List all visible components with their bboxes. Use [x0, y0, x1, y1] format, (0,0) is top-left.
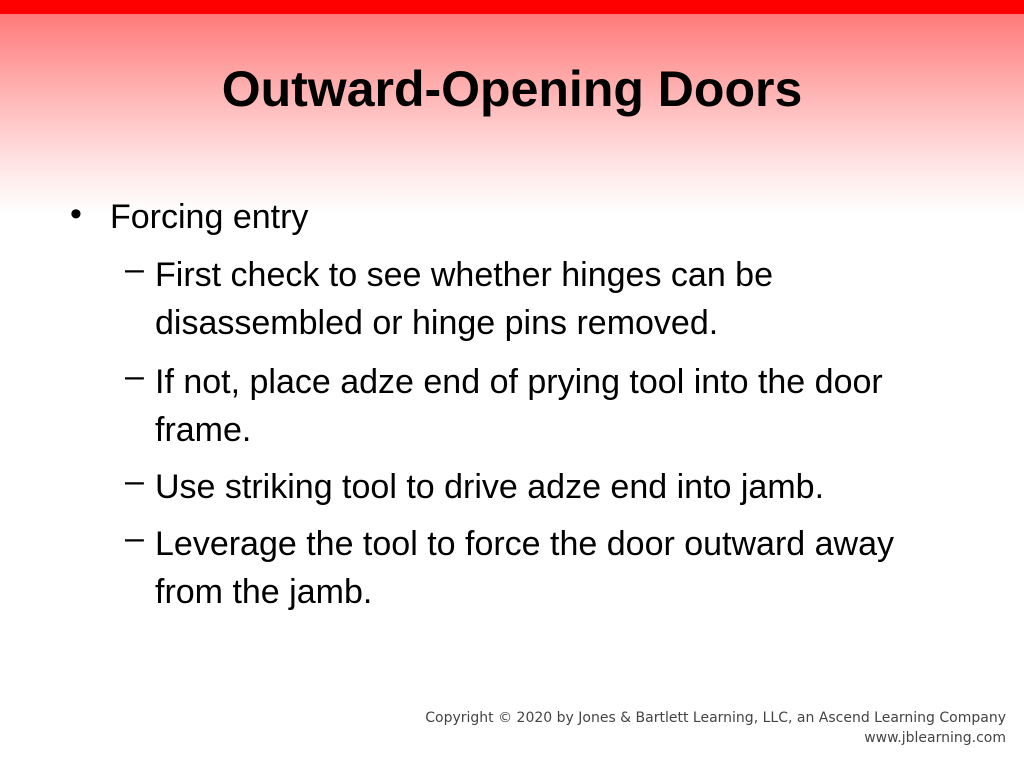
bullet-text: Forcing entry [110, 198, 309, 236]
sub-bullet-text: If not, place adze end of prying tool into the door frame. [155, 363, 883, 449]
copyright-text: Copyright © 2020 by Jones & Bartlett Learning, LLC, an Ascend Learning Company [425, 710, 1006, 726]
website-text: www.jblearning.com [864, 730, 1006, 746]
dash-icon: – [125, 519, 144, 557]
dash-icon: – [125, 462, 144, 500]
dash-icon: – [125, 250, 144, 288]
slide-title: Outward-Opening Doors [221, 61, 803, 117]
bullet-icon: • [70, 195, 82, 233]
dash-icon: – [125, 357, 144, 395]
footer [425, 708, 1006, 748]
sub-bullet-text: Leverage the tool to force the door outward away from the jamb. [155, 525, 895, 611]
sub-bullet-text: First check to see whether hinges can be disassembled or hinge pins removed. [155, 256, 773, 342]
top-accent-bar [0, 0, 1024, 14]
sub-bullet-text: Use striking tool to drive adze end into jamb. [155, 468, 825, 506]
